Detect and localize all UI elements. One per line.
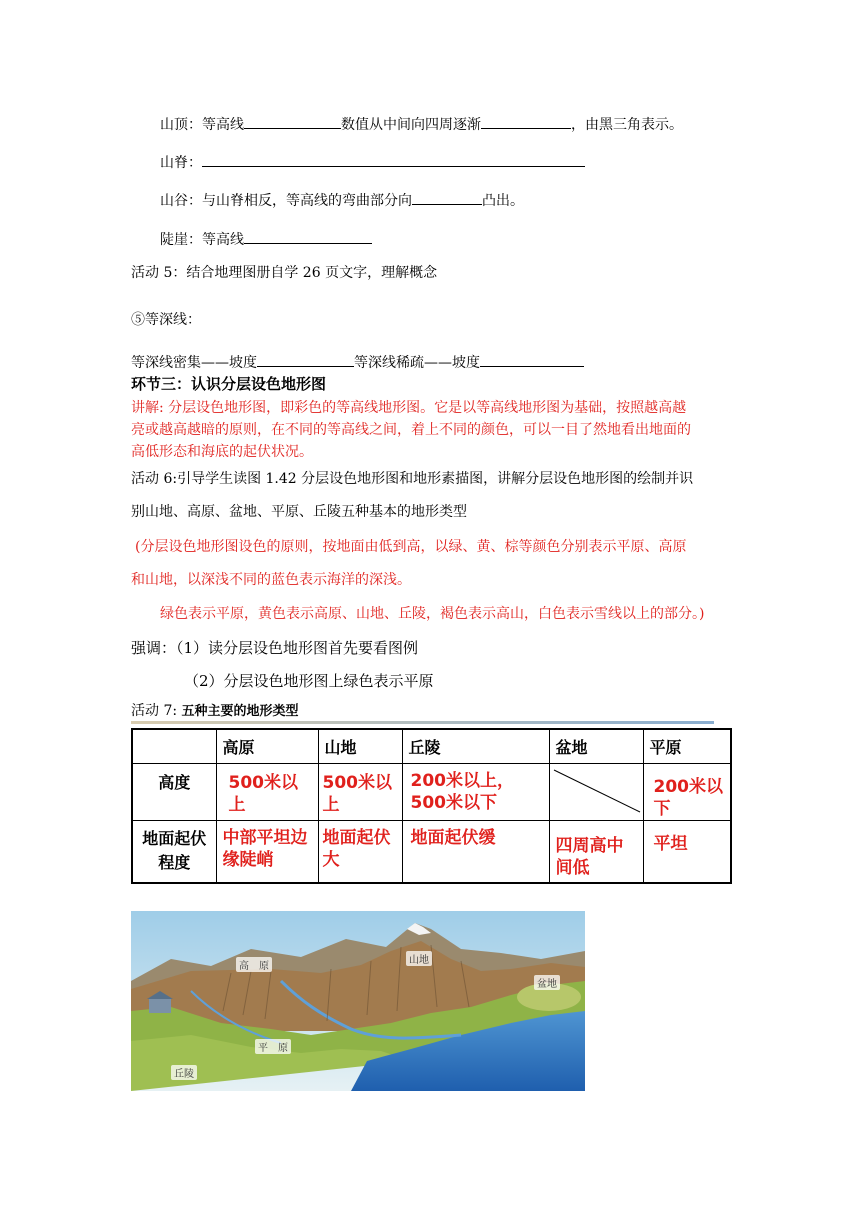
header-cell-empty [132,729,216,763]
header-basin: 盆地 [549,729,643,763]
valley-line: 山谷：与山脊相反，等高线的弯曲部分向 凸出。 [160,190,524,210]
label-mountain: 山地 [406,951,432,966]
cell-plain-height: 200米以下 [643,763,731,820]
cell-basin-height [549,763,643,820]
header-plain: 平原 [643,729,731,763]
activity5-text: 活动 5：结合地理图册自学 26 页文字，理解概念 [131,265,438,281]
header-hill: 丘陵 [402,729,549,763]
cell-plain-relief: 平坦 [643,821,731,883]
table-row-relief [132,821,731,883]
section3-title: 环节三：认识分层设色地形图 [131,375,327,393]
color-rule-line-2: 和山地，以深浅不同的蓝色表示海洋的深浅。 [131,572,411,588]
header-mountain: 山地 [318,729,402,763]
activity6-line-1: 活动 6:引导学生读图 1.42 分层设色地形图和地形素描图，讲解分层设色地形图的绘制并识 [131,471,694,487]
cell-plateau-height: 500米以上 [216,763,318,820]
explain-line-1: 讲解: 分层设色地形图，即彩色的等高线地形图。它是以等高线地形图为基础，按照越高越 [131,400,687,416]
label-plateau: 高 原 [236,957,272,972]
peak-line: 山顶：等高线 数值从中间向四周逐渐 ，由黑三角表示。 [160,114,683,134]
terrain-table [131,728,732,884]
cliff-line: 陡崖：等高线 [160,229,372,249]
diagonal-slash [550,764,644,820]
row-label-relief: 地面起伏程度 [132,821,216,883]
cell-hill-height: 200米以上，500米以下 [402,763,549,820]
table-header-row [132,729,731,763]
label-plain: 平 原 [255,1039,291,1054]
table-row-height [132,763,731,820]
label-basin: 盆地 [534,975,560,990]
row-label-height: 高度 [132,763,216,820]
landform-sketch [131,911,585,1091]
activity6-line-2: 别山地、高原、盆地、平原、丘陵五种基本的地形类型 [131,504,467,520]
explain-line-2: 亮或越高越暗的原则，在不同的等高线之间，着上不同的颜色，可以一目了然地看出地面的 [131,422,691,438]
color-rule-line-3: 绿色表示平原，黄色表示高原、山地、丘陵，褐色表示高山，白色表示雪线以上的部分。) [160,606,705,622]
label-hill: 丘陵 [171,1065,197,1080]
isobath-line: 等深线密集——坡度 等深线稀疏——坡度 [131,352,584,372]
emphasis-1: 强调：（1）读分层设色地形图首先要看图例 [131,639,419,657]
cell-hill-relief: 地面起伏缓 [402,821,549,883]
isobath-heading: ⑤等深线： [131,312,201,328]
cell-mountain-relief: 地面起伏大 [318,821,402,883]
explain-line-3: 高低形态和海底的起伏状况。 [131,444,313,460]
activity7-heading: 活动 7: 五种主要的地形类型 [131,703,299,719]
table-top-strip [131,721,714,724]
landform-sketch-svg [131,911,585,1091]
emphasis-2: （2）分层设色地形图上绿色表示平原 [184,672,434,690]
cell-plateau-relief: 中部平坦边缘陡峭 [216,821,318,883]
cell-mountain-height: 500米以上 [318,763,402,820]
header-plateau: 高原 [216,729,318,763]
cell-basin-relief: 四周高中间低 [549,821,643,883]
color-rule-line-1: (分层设色地形图设色的原则，按地面由低到高，以绿、黄、棕等颜色分别表示平原、高原 [135,539,687,555]
ridge-line: 山脊： [160,152,585,172]
